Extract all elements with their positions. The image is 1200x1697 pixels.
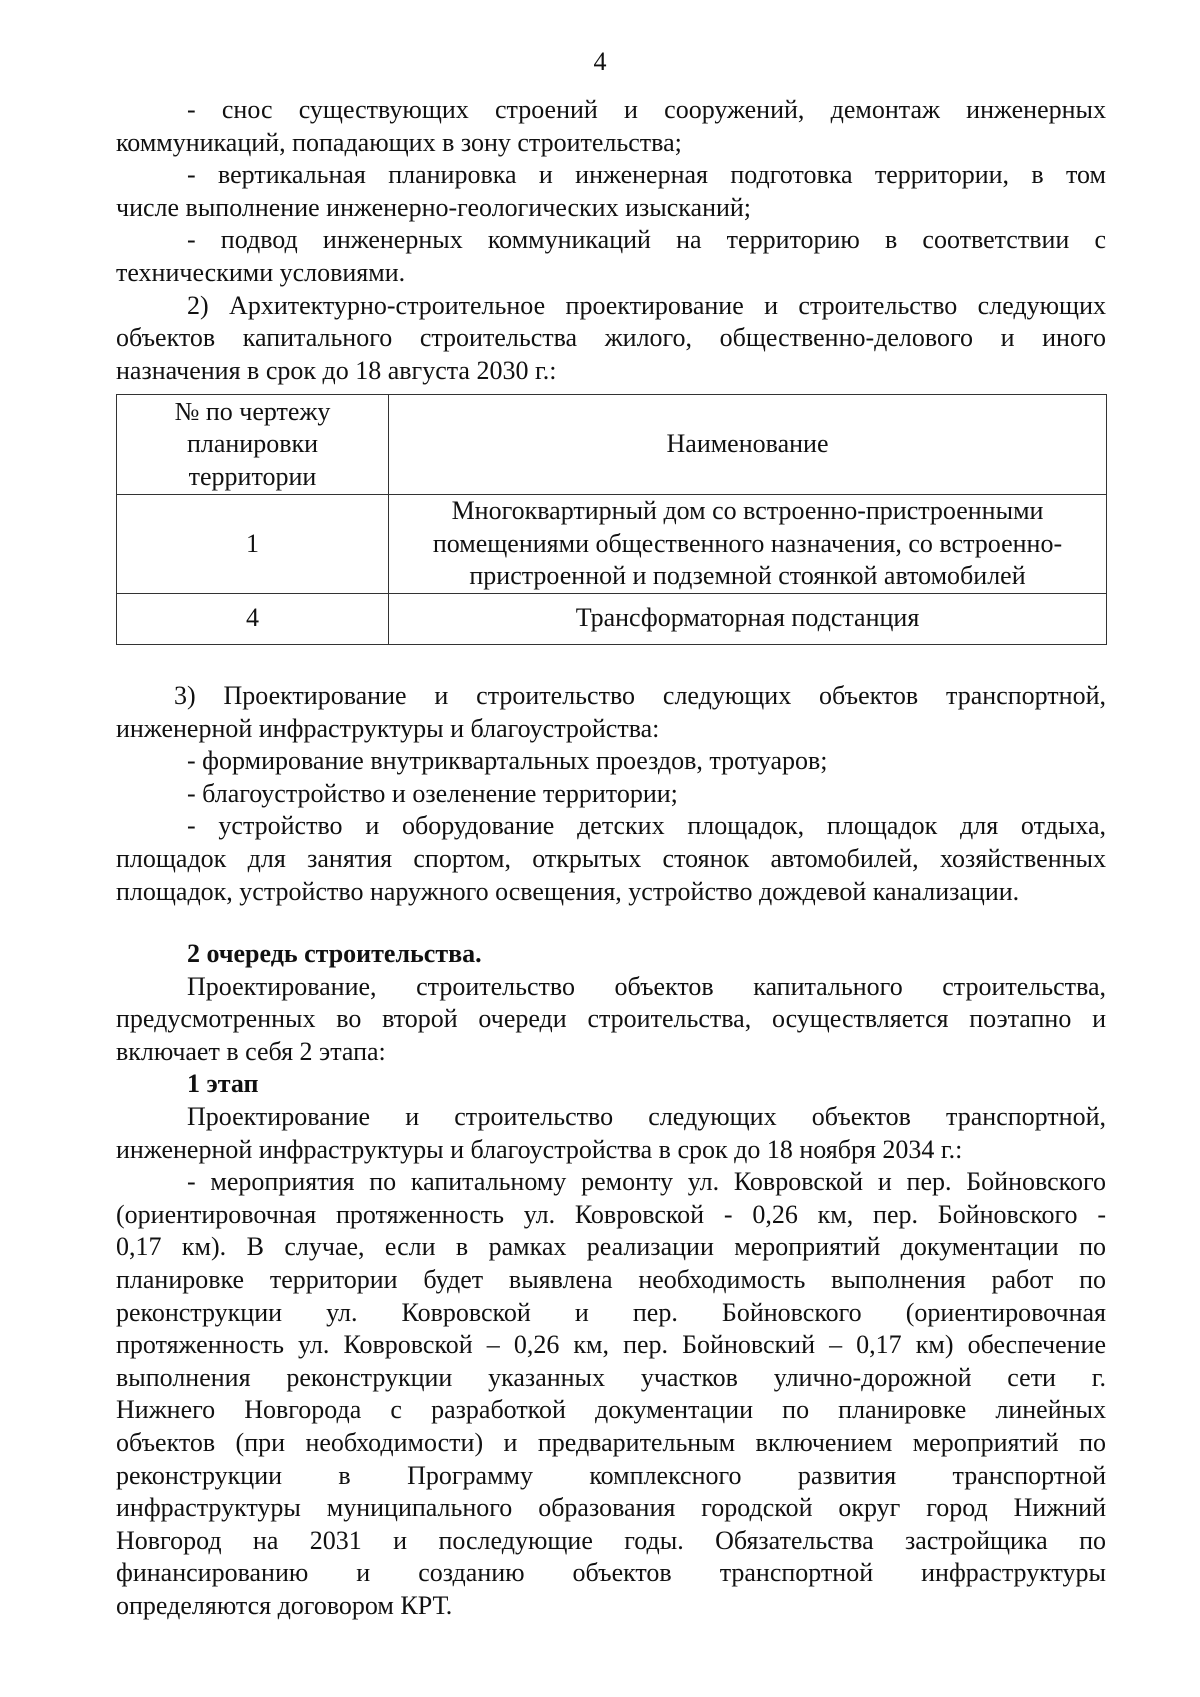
- header-line: планировки: [186, 429, 319, 459]
- objects-table: [116, 394, 1107, 645]
- text-line: техническими условиями.: [116, 257, 406, 287]
- table-row: [117, 495, 1107, 594]
- table-header-cell-name: [389, 395, 1107, 495]
- page-number: 4: [593, 47, 607, 76]
- text-line: 2) Архитектурно-строительное проектирование и строительство следующих: [187, 290, 1106, 320]
- text-line: предусмотренных во второй очереди строительства, осуществляется поэтапно и: [116, 1004, 1106, 1034]
- cell-line: Трансформаторная подстанция: [575, 603, 920, 633]
- text-line: - вертикальная планировка и инженерная подготовка территории, в том: [187, 160, 1106, 190]
- text-line: Проектирование, строительство объектов капитального строительства,: [187, 971, 1106, 1001]
- text-line: назначения в срок до 18 августа 2030 г.:: [116, 355, 557, 385]
- text-line: - благоустройство и озеленение территории;: [187, 778, 678, 808]
- text-line: - устройство и оборудование детских площадок, площадок для отдыха,: [187, 811, 1106, 841]
- text-line: Проектирование и строительство следующих объектов транспортной,: [187, 1101, 1106, 1131]
- text-line: определяются договором КРТ.: [116, 1590, 453, 1620]
- table-header-row: [117, 395, 1107, 495]
- table-row: [117, 593, 1107, 644]
- text-line: объектов капитального строительства жилого, общественно-делового и иного: [116, 323, 1106, 353]
- text-line: - снос существующих строений и сооружений, демонтаж инженерных: [187, 95, 1106, 124]
- section-3-text: [116, 680, 1106, 908]
- text-line: - подвод инженерных коммуникаций на территорию в соответствии с: [187, 225, 1106, 255]
- text-line: числе выполнение инженерно-геологических изысканий;: [116, 192, 752, 222]
- text-line: коммуникаций, попадающих в зону строительства;: [116, 127, 682, 157]
- text-line: 3) Проектирование и строительство следующих объектов транспортной,: [174, 681, 1106, 710]
- text-line: объектов (при необходимости) и предварительным включением мероприятий по: [116, 1427, 1106, 1457]
- queue-2-section: [116, 938, 1106, 1622]
- text-line: (ориентировочная протяженность ул. Ковровской - 0,26 км, пер. Бойновского -: [116, 1199, 1106, 1229]
- text-line: инженерной инфраструктуры и благоустройства в срок до 18 ноября 2034 г.:: [116, 1134, 963, 1164]
- text-line: реконструкции ул. Ковровской и пер. Бойновского (ориентировочная: [116, 1297, 1106, 1327]
- section-heading: 2 очередь строительства.: [187, 939, 482, 968]
- cell-line: пристроенной и подземной стоянкой автомобилей: [469, 561, 1026, 591]
- text-line: - формирование внутриквартальных проездов, тротуаров;: [187, 746, 828, 776]
- text-line: площадок, устройство наружного освещения, устройство дождевой канализации.: [116, 876, 1020, 906]
- header-line: Наименование: [666, 429, 829, 459]
- text-line: инженерной инфраструктуры и благоустройства:: [116, 713, 660, 743]
- text-line: Новгород на 2031 и последующие годы. Обязательства застройщика по: [116, 1525, 1106, 1555]
- header-line: территории: [188, 461, 317, 491]
- text-line: Нижнего Новгорода с разработкой документации по планировке линейных: [116, 1395, 1106, 1425]
- table-cell-name: [389, 593, 1107, 644]
- text-line: протяженность ул. Ковровской – 0,26 км, пер. Бойновский – 0,17 км) обеспечение: [116, 1330, 1106, 1360]
- text-line: финансированию и созданию объектов транспортной инфраструктуры: [116, 1558, 1106, 1588]
- section-1-text: [116, 94, 1106, 387]
- text-line: выполнения реконструкции указанных участков улично-дорожной сети г.: [116, 1362, 1106, 1392]
- table-cell-number: 1: [117, 495, 389, 594]
- table-cell-number: 4: [117, 593, 389, 644]
- text-line: площадок для занятия спортом, открытых стоянок автомобилей, хозяйственных: [116, 843, 1106, 873]
- text-line: 0,17 км). В случае, если в рамках реализации мероприятий документации по: [116, 1232, 1106, 1262]
- text-line: реконструкции в Программу комплексного развития транспортной: [116, 1460, 1106, 1490]
- cell-line: Многоквартирный дом со встроенно-пристроенными: [451, 496, 1044, 525]
- table-header-cell-number: [117, 395, 389, 495]
- text-line: планировке территории будет выявлена необходимость выполнения работ по: [116, 1264, 1106, 1294]
- text-line: - мероприятия по капитальному ремонту ул. Ковровской и пер. Бойновского: [187, 1167, 1106, 1197]
- header-line: № по чертежу: [174, 396, 331, 426]
- cell-line: помещениями общественного назначения, со встроенно-: [432, 528, 1063, 558]
- stage-heading: 1 этап: [187, 1069, 259, 1099]
- text-line: включает в себя 2 этапа:: [116, 1036, 386, 1066]
- table-cell-name: [389, 495, 1107, 594]
- text-line: инфраструктуры муниципального образования городской округ город Нижний: [116, 1493, 1106, 1523]
